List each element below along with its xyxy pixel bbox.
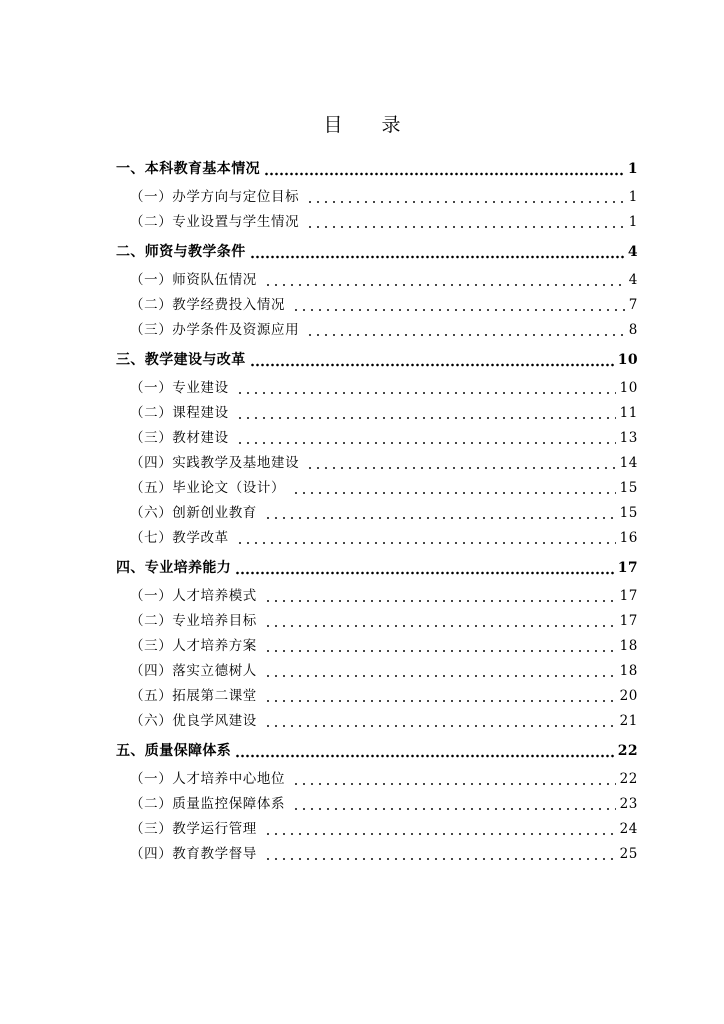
leader-dots <box>306 451 615 476</box>
leader-dots <box>264 501 616 526</box>
toc-entry-title: （二）教学经费投入情况 <box>130 297 286 313</box>
toc-page-number: 17 <box>619 613 638 629</box>
toc-page-number: 23 <box>619 796 638 812</box>
toc-entry-row <box>116 376 638 401</box>
leader-dots <box>250 348 615 373</box>
toc-page-number: 4 <box>628 272 638 288</box>
toc-page-number: 15 <box>619 505 638 521</box>
toc-entry-row <box>116 684 638 709</box>
toc-entry-title: （二）专业培养目标 <box>130 613 257 629</box>
toc-entry-row <box>116 293 638 318</box>
toc-entry-row <box>116 526 638 551</box>
toc-entry-title: （四）教育教学督导 <box>130 846 257 862</box>
toc-page-number: 1 <box>628 214 638 230</box>
toc-entry-row <box>116 817 638 842</box>
toc-page-number: 18 <box>619 663 638 679</box>
toc-section-row <box>116 739 638 764</box>
leader-dots <box>306 185 625 210</box>
toc-page-number: 22 <box>619 771 638 787</box>
toc-page-number: 14 <box>619 455 638 471</box>
toc-entry-row <box>116 584 638 609</box>
toc-entry-row <box>116 609 638 634</box>
toc-section-row <box>116 157 638 182</box>
toc-page-number: 18 <box>619 638 638 654</box>
toc-section-row <box>116 556 638 581</box>
toc-entry-row <box>116 792 638 817</box>
toc-page-number: 8 <box>628 322 638 338</box>
toc-section-row <box>116 240 638 265</box>
toc-page-number: 7 <box>628 297 638 313</box>
toc-entry-title: （一）专业建设 <box>130 380 229 396</box>
toc-entry-row <box>116 210 638 235</box>
leader-dots <box>235 556 615 581</box>
leader-dots <box>264 709 616 734</box>
leader-dots <box>236 426 616 451</box>
leader-dots <box>264 817 616 842</box>
toc-page-number: 10 <box>617 352 638 368</box>
toc-entry-title: （二）专业设置与学生情况 <box>130 214 300 230</box>
leader-dots <box>235 739 615 764</box>
leader-dots <box>292 767 616 792</box>
toc-title: 目 录 <box>323 114 411 136</box>
toc-entry-title: （四）落实立德树人 <box>130 663 257 679</box>
leader-dots <box>264 659 616 684</box>
toc-entry-title: （三）教学运行管理 <box>130 821 257 837</box>
toc-section-title: 二、师资与教学条件 <box>116 244 246 260</box>
toc-entry-title: （六）优良学风建设 <box>130 713 257 729</box>
leader-dots <box>264 842 616 867</box>
toc-entry-title: （四）实践教学及基地建设 <box>130 455 300 471</box>
toc-entry-row <box>116 634 638 659</box>
toc-entry-title: （三）办学条件及资源应用 <box>130 322 300 338</box>
toc-entry-title: （三）教材建设 <box>130 430 229 446</box>
toc-entry-title: （三）人才培养方案 <box>130 638 257 654</box>
toc-entry-row <box>116 767 638 792</box>
toc-page-number: 1 <box>628 189 638 205</box>
leader-dots <box>292 293 625 318</box>
toc-section-row <box>116 348 638 373</box>
toc-entry-title: （二）质量监控保障体系 <box>130 796 286 812</box>
toc-entry-title: （六）创新创业教育 <box>130 505 257 521</box>
toc-entry-row <box>116 185 638 210</box>
leader-dots <box>236 401 616 426</box>
leader-dots <box>264 634 616 659</box>
leader-dots <box>264 584 616 609</box>
toc-entry-title: （七）教学改革 <box>130 530 229 546</box>
leader-dots <box>250 240 625 265</box>
leader-dots <box>292 792 616 817</box>
leader-dots <box>264 684 616 709</box>
toc-page-number: 17 <box>617 560 638 576</box>
toc-entry-title: （一）办学方向与定位目标 <box>130 189 300 205</box>
leader-dots <box>306 318 625 343</box>
toc-entry-row <box>116 401 638 426</box>
leader-dots <box>236 526 616 551</box>
toc-page-number: 25 <box>619 846 638 862</box>
toc-entry-row <box>116 451 638 476</box>
leader-dots <box>264 609 616 634</box>
toc-entry-row <box>116 476 638 501</box>
toc-entry-title: （二）课程建设 <box>130 405 229 421</box>
leader-dots <box>264 268 625 293</box>
toc-entry-row <box>116 709 638 734</box>
toc-page-number: 11 <box>619 405 638 421</box>
toc-page-number: 13 <box>619 430 638 446</box>
leader-dots <box>236 376 616 401</box>
toc-page-number: 15 <box>619 480 638 496</box>
toc-entry-row <box>116 501 638 526</box>
leader-dots <box>306 210 625 235</box>
toc-entry-title: （一）师资队伍情况 <box>130 272 257 288</box>
toc-page-number: 1 <box>627 161 638 177</box>
toc-entry-title: （一）人才培养模式 <box>130 588 257 604</box>
toc-entry-row <box>116 842 638 867</box>
toc-page-number: 24 <box>619 821 638 837</box>
toc-entry-row <box>116 318 638 343</box>
toc-entry-title: （五）毕业论文（设计） <box>130 480 286 496</box>
leader-dots <box>264 157 625 182</box>
leader-dots <box>292 476 616 501</box>
toc-entry-row <box>116 426 638 451</box>
toc-page-number: 21 <box>619 713 638 729</box>
toc-page-number: 4 <box>627 244 638 260</box>
toc-page-number: 22 <box>617 743 638 759</box>
toc-section-title: 四、专业培养能力 <box>116 560 232 576</box>
toc-page-number: 10 <box>619 380 638 396</box>
toc-section-title: 三、教学建设与改革 <box>116 352 246 368</box>
table-of-contents <box>116 152 638 867</box>
toc-page-number: 20 <box>619 688 638 704</box>
toc-entry-row <box>116 659 638 684</box>
toc-page-number: 16 <box>619 530 638 546</box>
toc-page-number: 17 <box>619 588 638 604</box>
toc-entry-row <box>116 268 638 293</box>
toc-entry-title: （一）人才培养中心地位 <box>130 771 286 787</box>
toc-section-title: 五、质量保障体系 <box>116 743 232 759</box>
toc-section-title: 一、本科教育基本情况 <box>116 161 260 177</box>
toc-entry-title: （五）拓展第二课堂 <box>130 688 257 704</box>
